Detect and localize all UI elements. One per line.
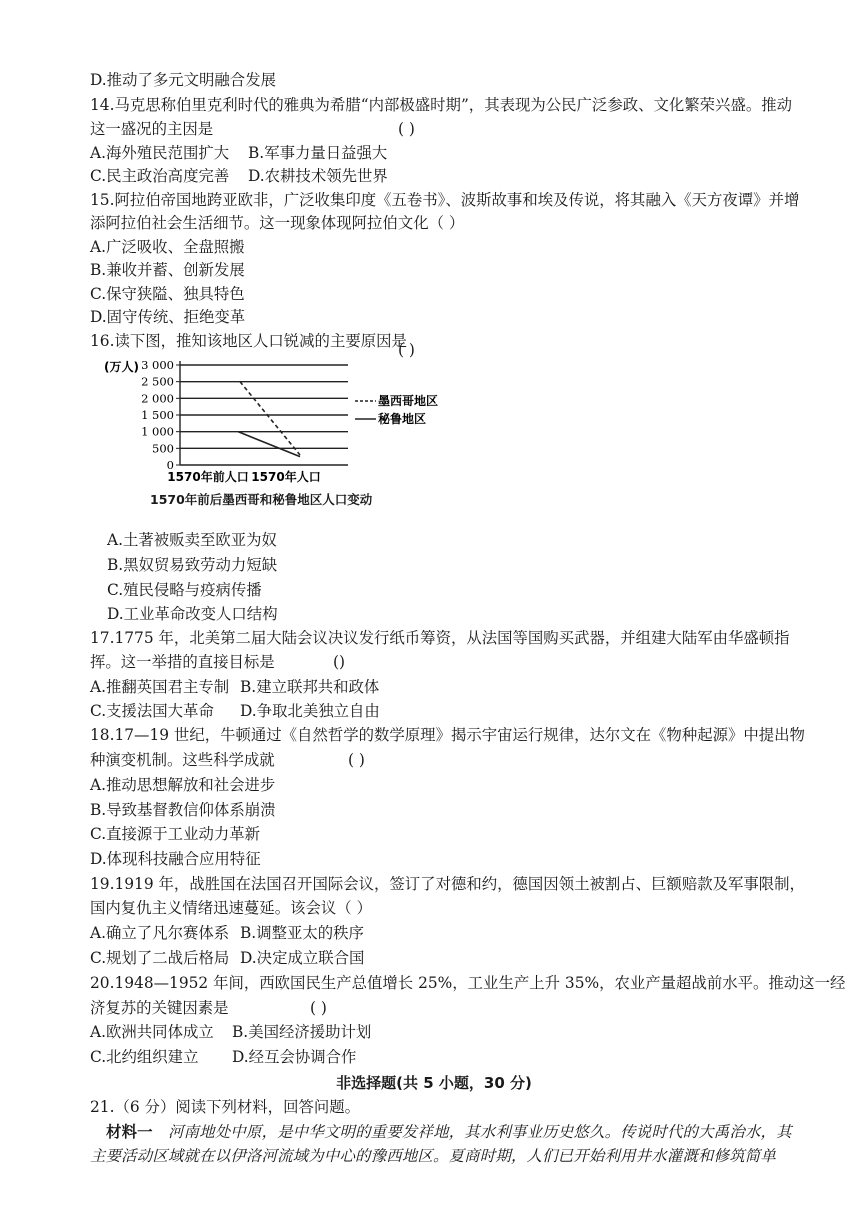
q17-option-c: C.支援法国大革命 bbox=[90, 702, 214, 720]
q19-stem-line1: 19.1919 年，战胜国在法国召开国际会议，签订了对德和约，德国因领土被割占、巨额赔款及军事限制， bbox=[90, 875, 805, 893]
y-tick-label: 1 500 bbox=[141, 408, 174, 422]
q17-stem-line2: 挥。这一举措的直接目标是 bbox=[90, 653, 275, 671]
q16-answer-paren: ( ) bbox=[398, 341, 415, 359]
q15-option-a: A.广泛吸收、全盘照搬 bbox=[90, 238, 245, 256]
y-tick-label: 1 000 bbox=[141, 424, 174, 439]
q14-option-a: A.海外殖民范围扩大 bbox=[90, 144, 230, 162]
q17-option-d: D.争取北美独立自由 bbox=[240, 702, 380, 720]
q14-stem-line2: 这一盛况的主因是 bbox=[90, 120, 214, 138]
q16-option-b: B.黑奴贸易致劳动力短缺 bbox=[107, 556, 278, 574]
q20-answer-paren: ( ) bbox=[310, 999, 327, 1017]
q18-option-b: B.导致基督教信仰体系崩溃 bbox=[90, 801, 276, 819]
q21-stem: 21.（6 分）阅读下列材料，回答问题。 bbox=[90, 1098, 361, 1116]
material-text-1: 河南地处中原，是中华文明的重要发祥地，其水利事业历史悠久。传说时代的大禹治水，其 bbox=[168, 1123, 792, 1141]
q15-option-d: D.固守传统、拒绝变革 bbox=[90, 308, 246, 326]
q14-option-c: C.民主政治高度完善 bbox=[90, 167, 230, 185]
y-tick-label: 3 000 bbox=[141, 358, 174, 372]
y-tick-label: 0 bbox=[166, 458, 174, 472]
q20-stem-line2: 济复苏的关键因素是 bbox=[90, 999, 229, 1017]
q14-stem-line1: 14.马克思称伯里克利时代的雅典为希腊“内部极盛时期”，其表现为公民广泛参政、文化繁荣兴盛。推动 bbox=[90, 96, 793, 114]
q19-option-a: A.确立了凡尔赛体系 bbox=[90, 924, 230, 942]
q15-option-b: B.兼收并蓄、创新发展 bbox=[90, 261, 245, 279]
q18-stem-line1: 18.17—19 世纪，牛顿通过《自然哲学的数学原理》揭示宇宙运行规律，达尔文在《物种起源》中提出物 bbox=[90, 726, 805, 744]
q18-option-a: A.推动思想解放和社会进步 bbox=[90, 776, 276, 794]
q21-material-line2: 主要活动区域就在以伊洛河流域为中心的豫西地区。夏商时期，人们已开始利用井水灌溉和修筑简单 bbox=[90, 1147, 776, 1165]
y-tick-label: 500 bbox=[152, 441, 174, 456]
q19-option-c: C.规划了二战后格局 bbox=[90, 949, 230, 967]
material-label: 材料一 bbox=[106, 1123, 153, 1141]
q15-stem-line2: 添阿拉伯社会生活细节。这一现象体现阿拉伯文化（ ） bbox=[90, 214, 465, 232]
q15-option-c: C.保守狭隘、独具特色 bbox=[90, 285, 245, 303]
legend-label: 墨西哥地区 bbox=[378, 394, 439, 408]
y-tick-label: 2 500 bbox=[141, 374, 174, 389]
section-title: 非选择题(共 5 小题，30 分) bbox=[336, 1074, 532, 1092]
legend-label: 秘鲁地区 bbox=[378, 412, 427, 426]
x-tick-label: 1570年前人口 bbox=[167, 470, 249, 484]
chart-title: 1570年前后墨西哥和秘鲁地区人口变动 bbox=[150, 492, 373, 507]
q19-option-d: D.决定成立联合国 bbox=[240, 949, 365, 967]
q18-stem-line2: 种演变机制。这些科学成就 bbox=[90, 751, 275, 769]
q18-answer-paren: ( ) bbox=[348, 751, 365, 769]
y-tick-label: 2 000 bbox=[141, 391, 174, 406]
q13-option-d: D.推动了多元文明融合发展 bbox=[90, 71, 276, 89]
q20-option-d: D.经互会协调合作 bbox=[232, 1048, 357, 1066]
q15-stem-line1: 15.阿拉伯帝国地跨亚欧非，广泛收集印度《五卷书》、波斯故事和埃及传说，将其融入《天方夜谭》并增 bbox=[90, 191, 800, 209]
y-axis-label: (万人) bbox=[104, 360, 139, 374]
q16-option-a: A.土著被贩卖至欧亚为奴 bbox=[107, 531, 277, 549]
q19-option-b: B.调整亚太的秩序 bbox=[240, 924, 364, 942]
q21-material-line1 bbox=[106, 1122, 792, 1142]
q18-option-c: C.直接源于工业动力革新 bbox=[90, 825, 261, 843]
q20-stem-line1: 20.1948—1952 年间，西欧国民生产总值增长 25%，工业生产上升 35%，农业产量超战前水平。推动这一经 bbox=[90, 974, 846, 992]
q17-option-b: B.建立联邦共和政体 bbox=[240, 678, 380, 696]
q16-option-d: D.工业革命改变人口结构 bbox=[107, 605, 278, 623]
q18-option-d: D.体现科技融合应用特征 bbox=[90, 850, 261, 868]
q20-option-a: A.欧洲共同体成立 bbox=[90, 1023, 214, 1041]
q19-stem-line2: 国内复仇主义情绪迅速蔓延。该会议（ ） bbox=[90, 899, 372, 917]
x-tick-label: 1570年人口 bbox=[251, 470, 321, 484]
q14-option-d: D.农耕技术领先世界 bbox=[248, 167, 388, 185]
q17-stem-line1: 17.1775 年，北美第二届大陆会议决议发行纸币筹资，从法国等国购买武器，并组建大陆军由华盛顿指 bbox=[90, 629, 790, 647]
q14-answer-paren: ( ) bbox=[398, 120, 415, 138]
q16-stem: 16.读下图，推知该地区人口锐减的主要原因是 bbox=[90, 332, 407, 350]
q16-option-c: C.殖民侵略与疫病传播 bbox=[107, 581, 262, 599]
q17-answer-paren: () bbox=[333, 653, 346, 671]
q17-option-a: A.推翻英国君主专制 bbox=[90, 678, 230, 696]
q20-option-c: C.北约组织建立 bbox=[90, 1048, 199, 1066]
q20-option-b: B.美国经济援助计划 bbox=[232, 1023, 372, 1041]
q14-option-b: B.军事力量日益强大 bbox=[248, 144, 388, 162]
